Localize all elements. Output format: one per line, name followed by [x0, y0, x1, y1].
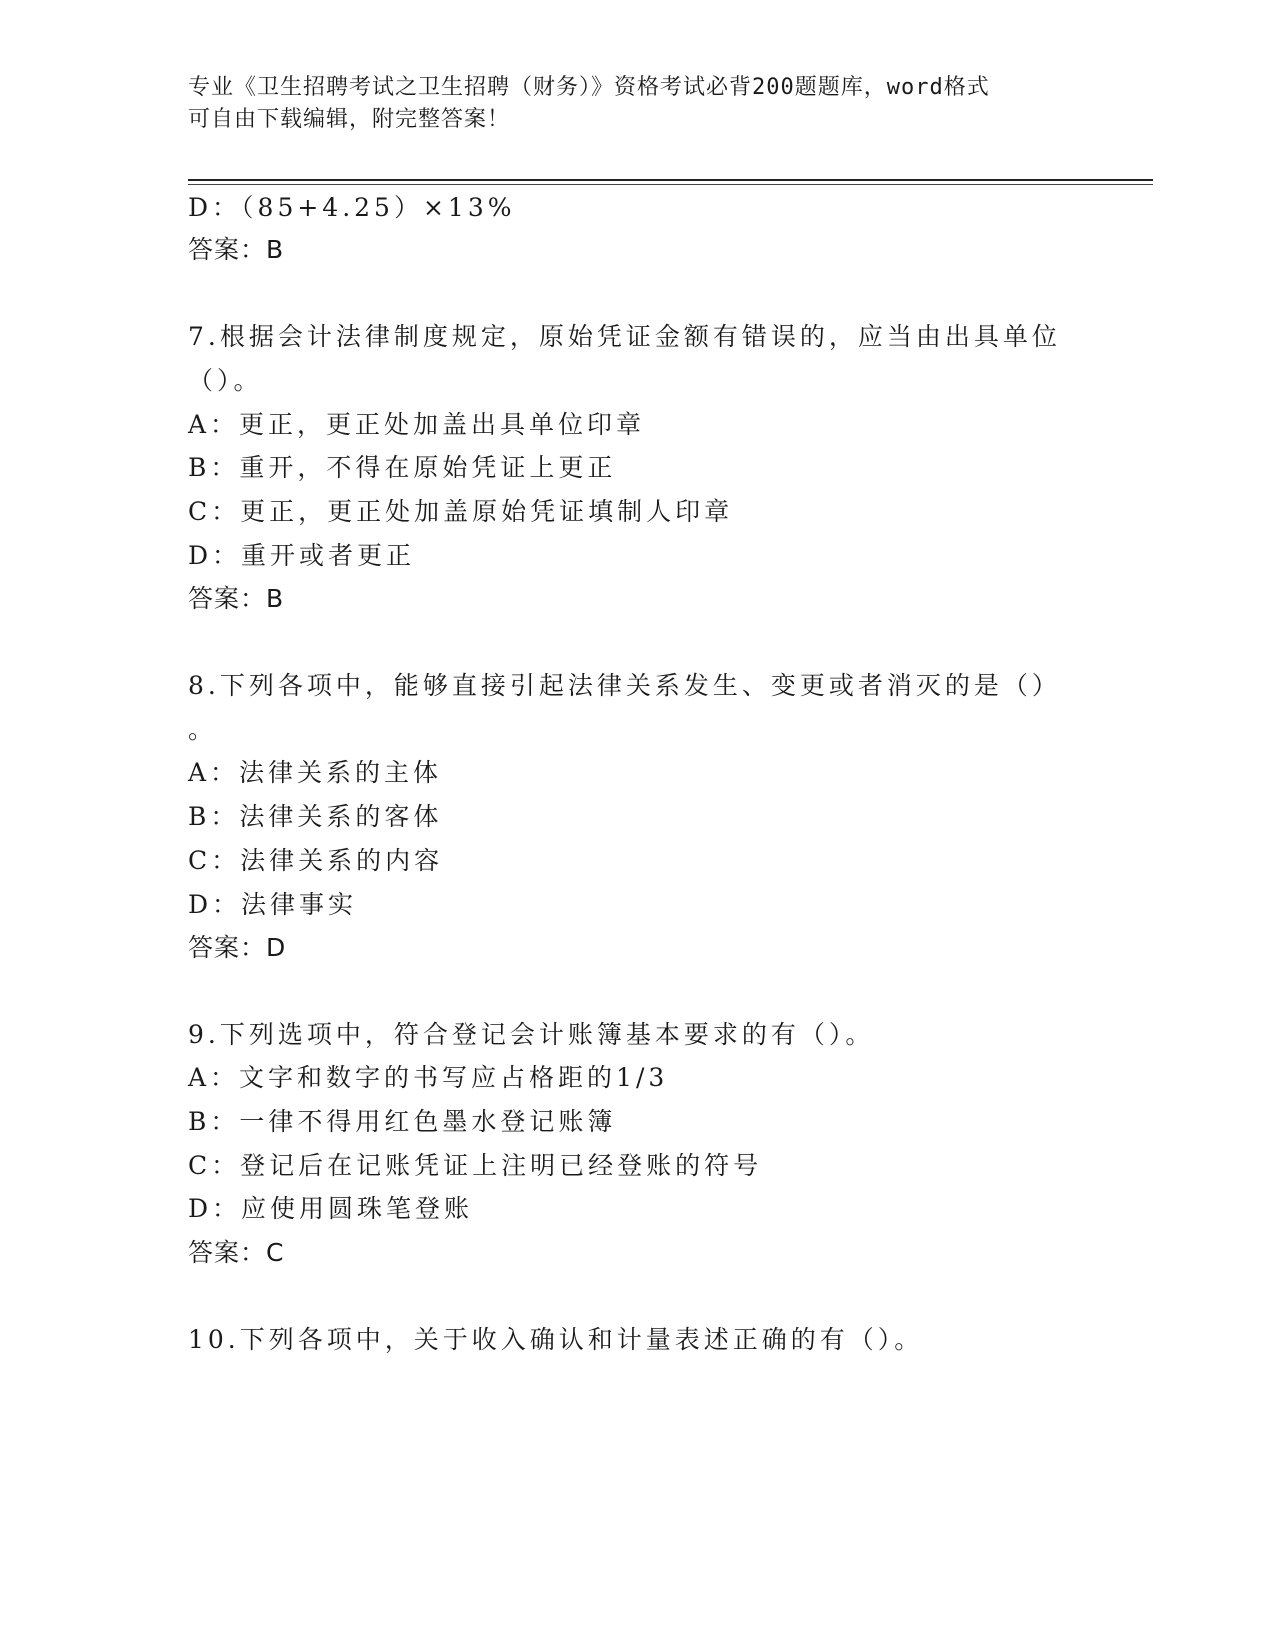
q8-stem-line-2: 。 — [188, 715, 218, 744]
q9-option-a: A：文字和数字的书写应占格距的1/3 — [188, 1063, 669, 1092]
header-title-line-2: 可自由下载编辑，附完整答案！ — [188, 107, 511, 132]
q8-answer: 答案：D — [188, 933, 287, 962]
q7-stem-line-1: 7.根据会计法律制度规定，原始凭证金额有错误的，应当由出具单位 — [188, 322, 1061, 351]
q7-answer: 答案：B — [188, 584, 285, 613]
q7-option-b: B：重开，不得在原始凭证上更正 — [188, 453, 617, 482]
q6-answer: 答案：B — [188, 235, 285, 264]
q7-option-c: C：更正，更正处加盖原始凭证填制人印章 — [188, 497, 734, 526]
q6-option-d: D：（85+4.25）×13% — [188, 193, 516, 222]
header-title-line-1: 专业《卫生招聘考试之卫生招聘（财务）》资格考试必背200题题库，word格式 — [188, 75, 990, 100]
q8-option-c: C：法律关系的内容 — [188, 846, 444, 875]
q9-stem: 9.下列选项中，符合登记会计账簿基本要求的有（）。 — [188, 1020, 875, 1049]
q8-option-d: D：法律事实 — [188, 890, 358, 919]
q7-option-a: A：更正，更正处加盖出具单位印章 — [188, 410, 646, 439]
q10-stem: 10.下列各项中，关于收入确认和计量表述正确的有（）。 — [188, 1325, 924, 1354]
q7-option-d: D：重开或者更正 — [188, 541, 416, 570]
q9-answer: 答案：C — [188, 1238, 285, 1267]
document-header — [188, 72, 1068, 136]
q8-stem-line-1: 8.下列各项中，能够直接引起法律关系发生、变更或者消灭的是（） — [188, 671, 1061, 700]
q8-option-b: B：法律关系的客体 — [188, 802, 443, 831]
q7-stem-line-2: （）。 — [188, 366, 263, 395]
q8-option-a: A：法律关系的主体 — [188, 758, 443, 787]
q9-option-c: C：登记后在记账凭证上注明已经登账的符号 — [188, 1151, 763, 1180]
header-divider-thin — [188, 184, 1153, 185]
q9-option-b: B：一律不得用红色墨水登记账簿 — [188, 1107, 617, 1136]
header-divider-thick — [188, 179, 1153, 181]
q9-option-d: D：应使用圆珠笔登账 — [188, 1194, 474, 1223]
